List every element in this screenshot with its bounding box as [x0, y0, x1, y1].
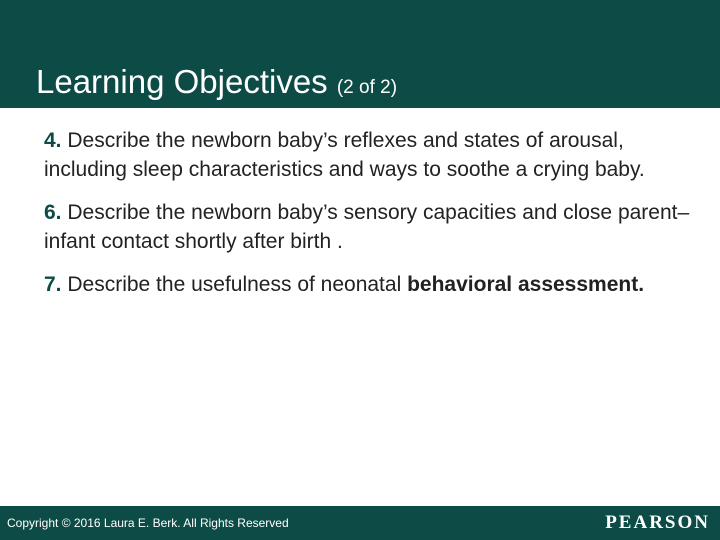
slide-title-text: Learning Objectives: [36, 63, 328, 100]
slide-part-indicator: (2 of 2): [336, 77, 398, 98]
pearson-logo: PEARSON: [605, 512, 710, 533]
objective-item: [44, 270, 694, 299]
objective-number: 4.: [44, 129, 62, 152]
objective-item: [44, 198, 694, 256]
objectives-list: [44, 126, 694, 313]
slide-title: [36, 62, 397, 108]
copyright-notice: Copyright © 2016 Laura E. Berk. All Rights Reserved: [7, 516, 289, 530]
objective-item: [44, 126, 694, 184]
objective-emphasis: behavioral assessment.: [407, 273, 645, 296]
objective-number: 6.: [44, 201, 62, 224]
title-bar: [0, 0, 720, 108]
objective-text: Describe the newborn baby’s sensory capacities and close parent–infant contact shortly after birth .: [44, 201, 690, 253]
objective-text: Describe the newborn baby’s reflexes and states of arousal, including sleep characteristics and ways to soothe a crying baby.: [44, 129, 645, 181]
objective-text: Describe the usefulness of neonatal: [67, 273, 402, 296]
objective-number: 7.: [44, 273, 62, 296]
footer-bar: [0, 506, 720, 540]
